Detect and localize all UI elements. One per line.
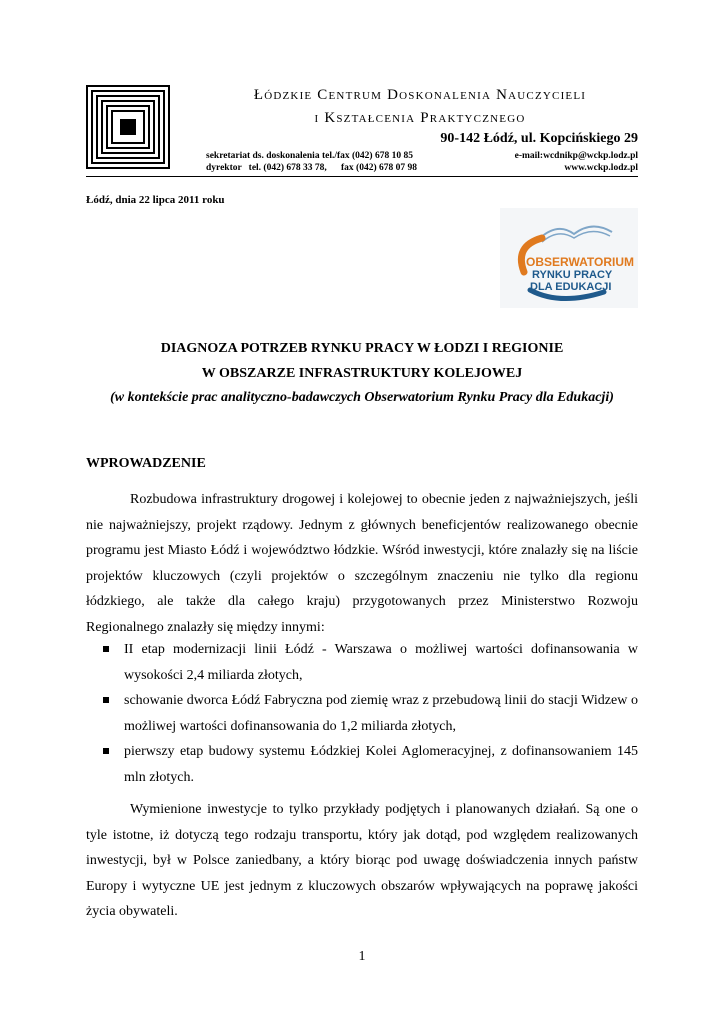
list-item-text: pierwszy etap budowy systemu Łódzkiej Kolei Aglomeracyjnej, z dofinansowaniem 145 mln złotych. <box>124 744 638 785</box>
letterhead-divider <box>86 176 638 177</box>
bullet-square-icon <box>103 697 109 703</box>
contact-line-1 <box>206 151 638 161</box>
second-paragraph <box>86 797 638 925</box>
contact-line-2 <box>206 163 638 173</box>
org-name-line1: Łódzkie Centrum Doskonalenia Nauczycieli <box>253 87 587 103</box>
document-title-line1: DIAGNOZA POTRZEB RYNKU PRACY W ŁODZI I REGIONIE <box>160 341 564 356</box>
observatory-logo-line1: OBSERWATORIUM <box>526 255 635 269</box>
bullet-square-icon <box>103 646 109 652</box>
org-name-line2: i Kształcenia Praktycznego <box>314 110 526 126</box>
document-title-line2: W OBSZARZE INFRASTRUKTURY KOLEJOWEJ <box>201 366 523 381</box>
institution-logo <box>86 85 170 169</box>
contact-phone-secretariat: sekretariat ds. doskonalenia tel./fax (042) 678 10 85 <box>206 151 413 161</box>
bullet-square-icon <box>103 748 109 754</box>
list-item-text: schowanie dworca Łódź Fabryczna pod ziemię wraz z przebudową linii do stacji Widzew o możliwej wartości dofinansowania do 1,2 miliarda złotych, <box>124 693 638 734</box>
org-address: 90-142 Łódź, ul. Kopcińskiego 29 <box>440 131 638 146</box>
page-number: 1 <box>358 949 366 964</box>
list-item <box>86 739 638 790</box>
contact-email[interactable]: e-mail:wcdnikp@wckp.lodz.pl <box>514 151 638 161</box>
observatory-logo-line2: RYNKU PRACY <box>532 269 613 281</box>
list-item <box>86 637 638 688</box>
observatory-logo <box>500 208 638 308</box>
list-item-text: II etap modernizacji linii Łódź - Warszawa o możliwej wartości dofinansowania w wysokości 2,4 miliarda złotych, <box>124 642 638 683</box>
paragraph-2-text: Wymienione inwestycje to tylko przykłady podjętych i planowanych działań. Są one o tyle istotne, iż dotyczą tego rodzaju transportu, który jak dotąd, pod względem realizowanych inwestycji, był w Polsce zaniedbany, a który biorąc pod uwagę doświadczenia innych państw Europy i wytyczne UE jest jednym z kluczowych obszarów wpływających na poprawę jakości życia obywateli. <box>86 802 638 919</box>
intro-paragraph <box>86 487 638 640</box>
contact-phone-director: dyrektor tel. (042) 678 33 78, fax (042) 678 07 98 <box>206 163 417 173</box>
list-item <box>86 688 638 739</box>
section-heading: WPROWADZENIE <box>86 456 206 471</box>
investment-list <box>86 637 638 790</box>
document-date: Łódź, dnia 22 lipca 2011 roku <box>86 194 225 206</box>
contact-website[interactable]: www.wckp.lodz.pl <box>564 163 638 173</box>
observatory-logo-line3: DLA EDUKACJI <box>530 281 612 293</box>
document-subtitle: (w kontekście prac analityczno-badawczych Obserwatorium Rynku Pracy dla Edukacji) <box>110 390 614 405</box>
paragraph-1-text: Rozbudowa infrastruktury drogowej i kolejowej to obecnie jeden z najważniejszych, jeśli nie najważniejszy, projekt rządowy. Jednym z głównych beneficjentów realizowanego obecnie programu jest Miasto Łódź i województwo łódzkie. Wśród inwestycji, które znalazły się na liście projektów kluczowych (czyli projektów o szczególnym znaczeniu nie tylko dla regionu łódzkiego, ale także dla całego kraju) przygotowanych przez Ministerstwo Rozwoju Regionalnego znalazły się między innymi: <box>86 492 638 635</box>
